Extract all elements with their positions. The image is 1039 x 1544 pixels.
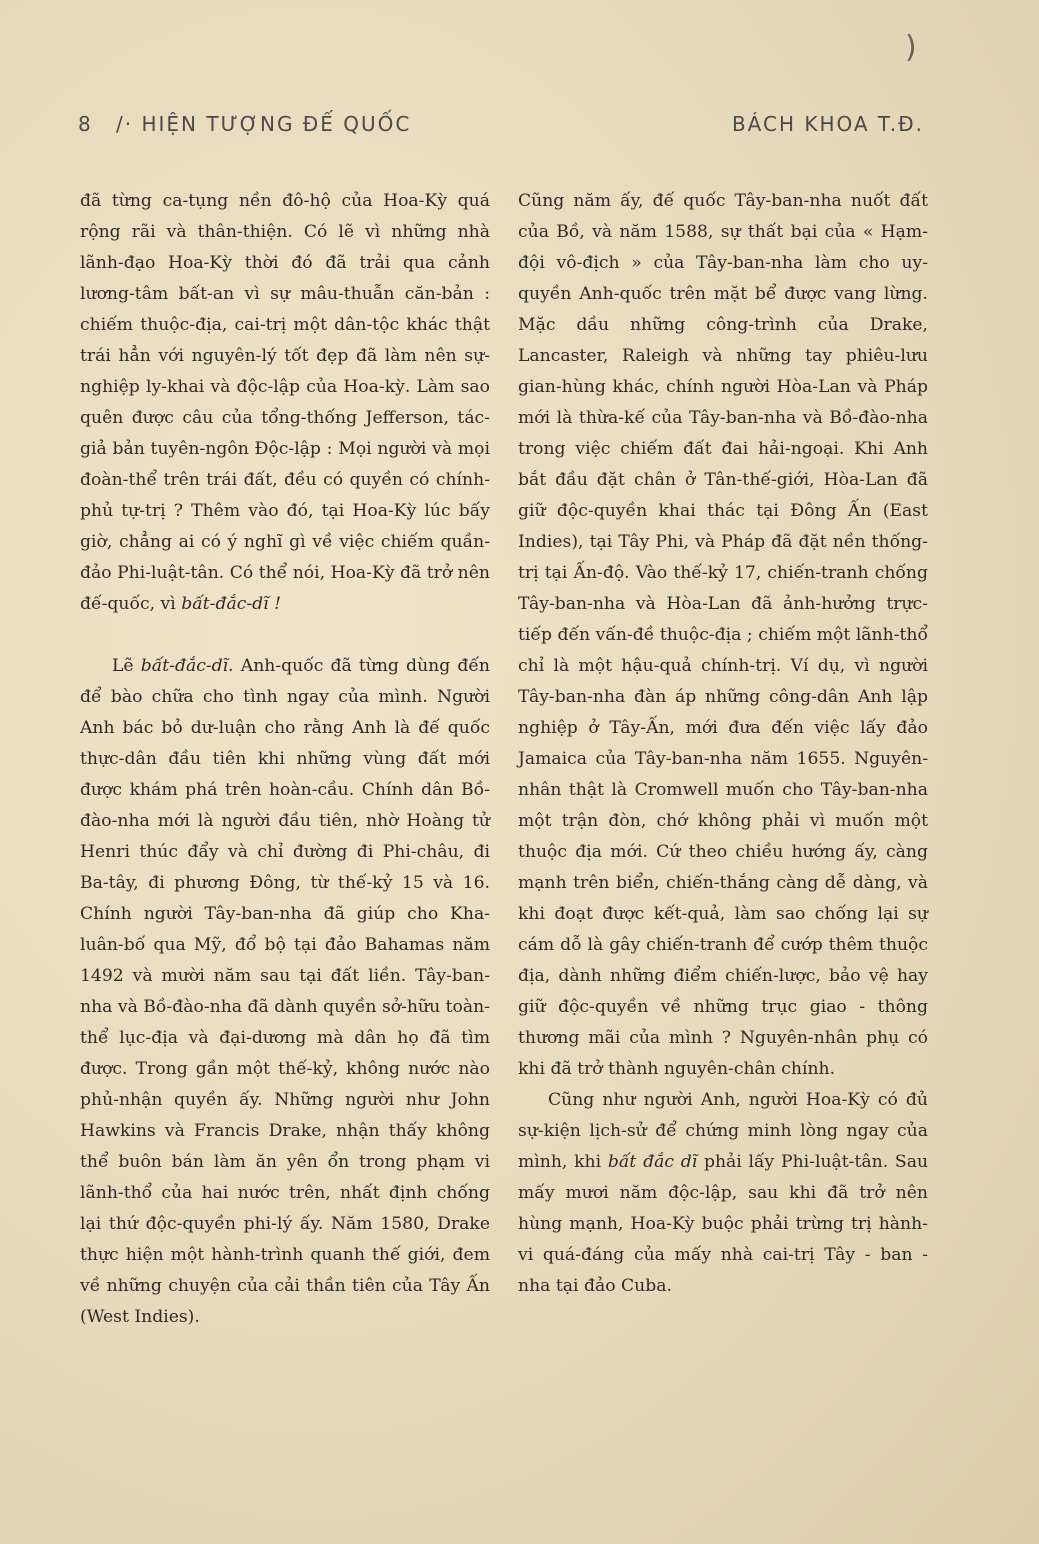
paragraph-lead: Lẽ (112, 656, 141, 676)
header-left-title: /· HIỆN TƯỢNG ĐẾ QUỐC (116, 112, 412, 136)
italic-term: bất-đắc-dĩ. (140, 656, 234, 676)
page-number: 8 (78, 112, 93, 136)
right-column (518, 186, 928, 1302)
paragraph-text: Anh-quốc đã từng dùng đến để bào chữa cho tình ngay của mình. Người Anh bác bỏ dư-luận cho rằng Anh là đế quốc thực-dân đầu tiên khi những vùng đất mới được khám phá trên hoàn-cầu. Chính dân Bồ-đào-nha mới là người đầu tiên, nhờ Hoàng tử Henri thúc đẩy và chỉ đường đi Phi-châu, đi Ba-tây, đi phương Đông, từ thế-kỷ 15 và 16. Chính người Tây-ban-nha đã giúp cho Kha-luân-bố qua Mỹ, đổ bộ tại đảo Bahamas năm 1492 và mười năm sau tại đất liền. Tây-ban-nha và Bồ-đào-nha đã dành quyền sở-hữu toàn-thể lục-địa và đại-dương mà dân họ đã tìm được. Trong gần một thế-kỷ, không nước nào phủ-nhận quyền ấy. Những người như John Hawkins và Francis Drake, nhận thấy không thể buôn bán làm ăn yên ổn trong phạm vi lãnh-thổ của hai nước trên, nhất định chống lại thứ độc-quyền phi-lý ấy. Năm 1580, Drake thực hiện một hành-trình quanh thế giới, đem về những chuyện của cải thần tiên của Tây Ấn (West Indies). (80, 656, 490, 1327)
paragraph (80, 651, 490, 1333)
running-header (78, 112, 924, 148)
paragraph-text: phải lấy Phi-luật-tân. Sau mấy mươi năm độc-lập, sau khi đã trở nên hùng mạnh, Hoa-Kỳ buộc phải trừng trị hành-vi quá-đáng của mấy nhà cai-trị Tây - ban - nha tại đảo Cuba. (518, 1152, 929, 1296)
header-right-title: BÁCH KHOA T.Đ. (731, 112, 924, 136)
paragraph (518, 1085, 928, 1302)
italic-term: bất-đắc-dĩ ! (181, 594, 282, 614)
paragraph (518, 186, 928, 1085)
italic-term: bất đắc dĩ (607, 1152, 698, 1172)
left-column (80, 186, 490, 1333)
paragraph-text: Cũng năm ấy, đế quốc Tây-ban-nha nuốt đất của Bồ, và năm 1588, sự thất bại của « Hạm-đội vô-địch » của Tây-ban-nha làm cho uy-quyền Anh-quốc trên mặt bể được vang lừng. Mặc dầu những công-trình của Drake, Lancaster, Raleigh và những tay phiêu-lưu gian-hùng khác, chính người Hòa-Lan và Pháp mới là thừa-kế của Tây-ban-nha và Bồ-đào-nha trong việc chiếm đất đai hải-ngoại. Khi Anh bắt đầu đặt chân ở Tân-thế-giới, Hòa-Lan đã giữ độc-quyền khai thác tại Đông Ấn (East Indies), tại Tây Phi, và Pháp đã đặt nền thống-trị tại Ấn-độ. Vào thế-kỷ 17, chiến-tranh chống Tây-ban-nha và Hòa-Lan đã ảnh-hưởng trực-tiếp đến vấn-đề thuộc-địa ; chiếm một lãnh-thổ chỉ là một hậu-quả chính-trị. Ví dụ, vì người Tây-ban-nha đàn áp những công-dân Anh lập nghiệp ở Tây-Ấn, mới đưa đến việc lấy đảo Jamaica của Tây-ban-nha năm 1655. Nguyên-nhân thật là Cromwell muốn cho Tây-ban-nha một trận đòn, chớ không phải vì muốn một thuộc địa mới. Cứ theo chiều hướng ấy, càng mạnh trên biển, chiến-thắng càng dễ dàng, và khi đoạt được kết-quả, làm sao chống lại sự cám dỗ là gây chiến-tranh để cướp thêm thuộc địa, dành những điểm chiến-lược, bảo vệ hay giữ độc-quyền về những trục giao - thông thương mãi của mình ? Nguyên-nhân phụ có khi đã trở thành nguyên-chân chính. (518, 191, 928, 1079)
paragraph-text: Cũng như người Anh, người Hoa-Kỳ có đủ sự-kiện lịch-sử để chứng minh lòng ngay của mình, khi (518, 1090, 928, 1172)
paragraph (80, 186, 490, 620)
paragraph-text: đã từng ca-tụng nền đô-hộ của Hoa-Kỳ quá rộng rãi và thân-thiện. Có lẽ vì những nhà lãnh-đạo Hoa-Kỳ thời đó đã trải qua cảnh lương-tâm bất-an vì sự mâu-thuẫn căn-bản : chiếm thuộc-địa, cai-trị một dân-tộc khác thật trái hẳn với nguyên-lý tốt đẹp đã làm nên sự-nghiệp ly-khai và độc-lập của Hoa-kỳ. Làm sao quên được câu của tổng-thống Jefferson, tác-giả bản tuyên-ngôn Độc-lập : Mọi người và mọi đoàn-thể trên trái đất, đều có quyền có chính-phủ tự-trị ? Thêm vào đó, tại Hoa-Kỳ lúc bấy giờ, chẳng ai có ý nghĩ gì về việc chiếm quần-đảo Phi-luật-tân. Có thể nói, Hoa-Kỳ đã trở nên đế-quốc, vì (80, 191, 490, 614)
corner-mark: ) (905, 30, 917, 65)
